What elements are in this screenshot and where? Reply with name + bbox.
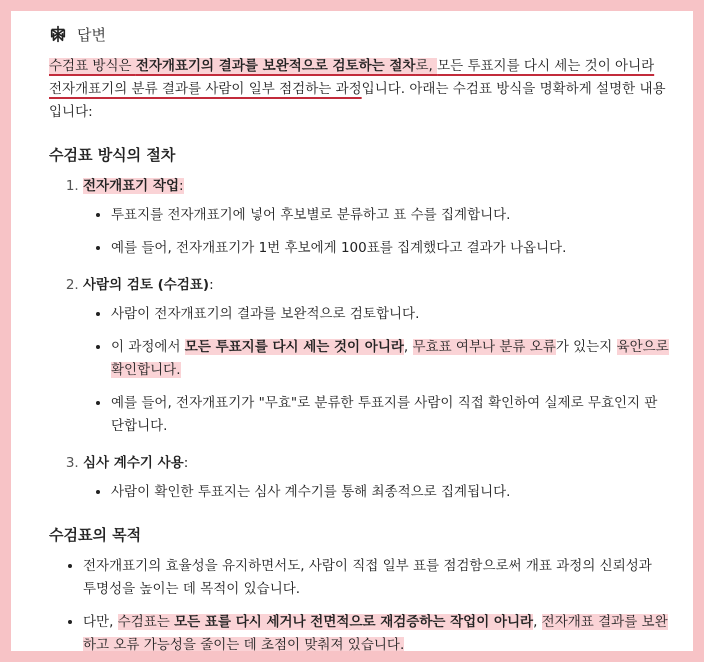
list-item: • 예를 들어, 전자개표기가 "무효"로 분류한 투표지를 사람이 직접 확인하여 실제로 무효인지 판단합니다. (111, 392, 669, 438)
list-item: • 다만, 수검표는 모든 표를 다시 세거나 전면적으로 재검증하는 작업이 아니라, 전자개표 결과를 보완하고 오류 가능성을 줄이는 데 초점이 맞춰져 있습니다. (83, 611, 669, 651)
section-title-procedure: 수검표 방식의 절차 (49, 146, 176, 164)
answer-content (49, 20, 669, 651)
answer-card (11, 11, 693, 651)
intro-paragraph: 수검표 방식은 전자개표기의 결과를 보완적으로 검토하는 절차로, 모든 투표지를 다시 세는 것이 아니라 전자개표기의 분류 결과를 사람이 일부 점검하는 과정입니다. 아래는 수검표 방식을 명확하게 설명한 내용입니다: (49, 58, 666, 120)
list-item: • 사람이 전자개표기의 결과를 보완적으로 검토합니다. (111, 303, 669, 326)
purpose-bullets (49, 555, 669, 651)
perplexity-logo-icon (49, 25, 67, 43)
step-bullets (83, 303, 669, 438)
list-item: • 이 과정에서 모든 투표지를 다시 세는 것이 아니라, 무효표 여부나 분류 오류가 있는지 육안으로 확인합니다. (111, 336, 669, 382)
answer-label: 답변 (77, 25, 106, 44)
procedure-steps (49, 175, 669, 504)
intro-underlined: 모든 투표지를 다시 세는 것이 아니라 전자개표기의 분류 결과를 사람이 일부 점검하는 과정 (49, 58, 655, 97)
step-item: 2. 사람의 검토 (수검표): • 사람이 전자개표기의 결과를 보완적으로 검토합니다. • 이 과정에서 모든 투표지를 다시 세는 것이 아니라, 무효표 여부나 분류 오류가 있는지 육안으로 확인합니다. • 예를 들어, 전자개표기가 "무효"로 분류한 투표지를 사람이 직접 확인하여 실제로 무효인지 판단합니다. (83, 274, 669, 438)
step-item: 3. 심사 계수기 사용: • 사람이 확인한 투표지는 심사 계수기를 통해 최종적으로 집계됩니다. (83, 452, 669, 504)
list-item: • 사람이 확인한 투표지는 심사 계수기를 통해 최종적으로 집계됩니다. (111, 481, 669, 504)
answer-header (49, 20, 669, 48)
step-item: 1. 전자개표기 작업: • 투표지를 전자개표기에 넣어 후보별로 분류하고 표 수를 집계합니다. • 예를 들어, 전자개표기가 1번 후보에게 100표를 집계했다고 결과가 나옵니다. (83, 175, 669, 260)
section-title-purpose: 수검표의 목적 (49, 526, 142, 544)
step-bullets (83, 481, 669, 504)
list-item: • 예를 들어, 전자개표기가 1번 후보에게 100표를 집계했다고 결과가 나옵니다. (111, 237, 669, 260)
list-item: • 투표지를 전자개표기에 넣어 후보별로 분류하고 표 수를 집계합니다. (111, 204, 669, 227)
step-bullets (83, 204, 669, 260)
list-item: • 전자개표기의 효율성을 유지하면서도, 사람이 직접 일부 표를 점검함으로써 개표 과정의 신뢰성과 투명성을 높이는 데 목적이 있습니다. (83, 555, 669, 601)
